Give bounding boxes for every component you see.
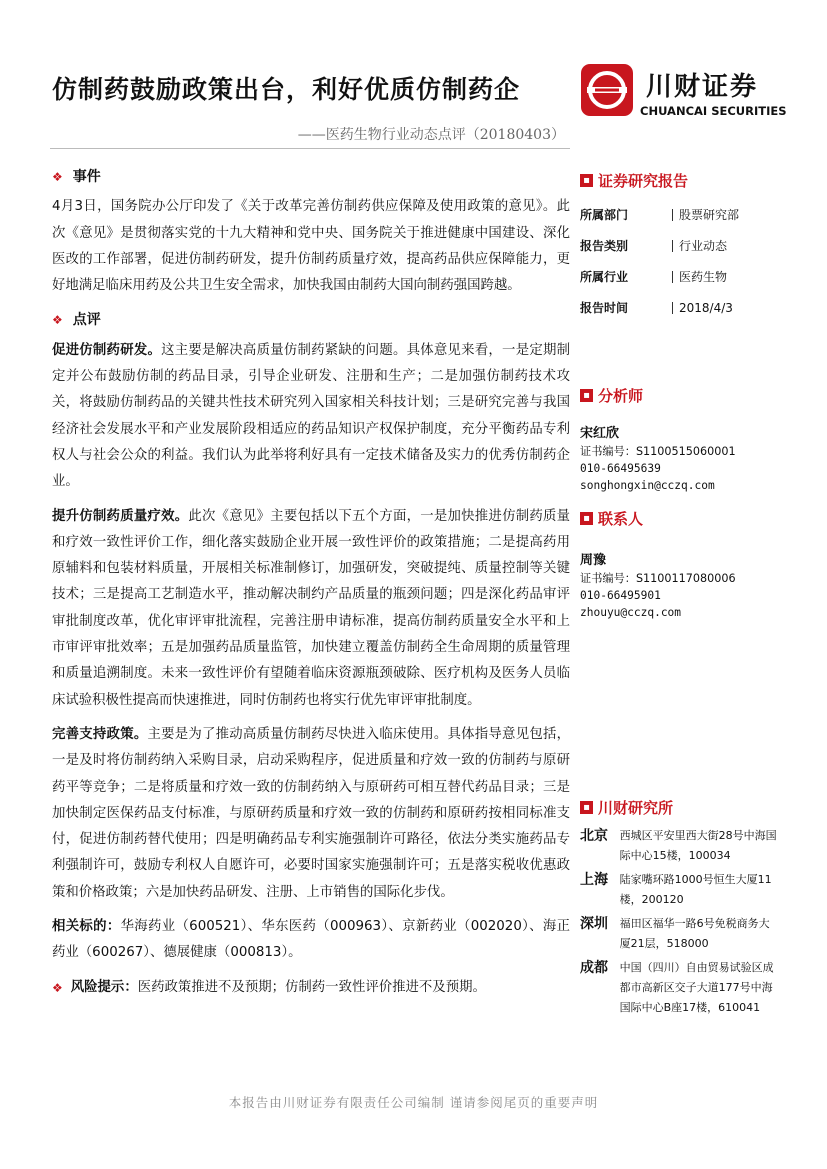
sidebar-institute-heading [580, 797, 780, 818]
info-key: 报告时间 [580, 301, 629, 315]
logo-text-cn: 川财证券 [646, 72, 759, 102]
office-city: 成都 [580, 960, 608, 976]
office-address: 西城区平安里西大街28号中海国际中心15楼，100034 [619, 829, 777, 862]
event-paragraph: 4月3日，国务院办公厅印发了《关于改革完善仿制药供应保障及使用政策的意见》。此次《意见》是贯彻落实党的十九大精神和党中央、国务院关于推进健康中国建设、深化医改的工作部署，促进仿制药研发，提升仿制药质量疗效，提高药品供应保障能力，更好地满足临床用药及公共卫生安全需求，加快我国由制药大国向制药强国跨越。 [52, 199, 570, 294]
info-row-date [580, 292, 780, 323]
office-city: 深圳 [580, 916, 608, 932]
page-footer: 本报告由川财证券有限责任公司编制 谨请参阅尾页的重要声明 [228, 1095, 599, 1110]
section-event [52, 164, 570, 190]
comment-paragraph-2 [52, 504, 570, 714]
info-value: 行业动态 [672, 240, 727, 252]
section-comment [52, 307, 570, 333]
info-value: 股票研究部 [672, 209, 739, 221]
info-key: 所属行业 [580, 270, 629, 284]
main-content [52, 164, 570, 1001]
contact-name: 周豫 [580, 553, 607, 568]
analyst-square-icon: ▪ [580, 389, 593, 402]
institute-square-icon: ▪ [580, 801, 593, 814]
sidebar-analyst-heading [580, 385, 780, 406]
office-city: 上海 [580, 872, 608, 888]
office-chengdu [580, 958, 780, 1018]
paragraph-lead: 相关标的： [52, 919, 121, 935]
sidebar-contact-heading [580, 508, 780, 529]
sidebar [580, 170, 780, 1022]
diamond-bullet-icon: ❖ [52, 170, 63, 184]
heading-text: 分析师 [598, 387, 644, 405]
comment-paragraph-3 [52, 722, 570, 906]
paragraph-body: 此次《意见》主要包括以下五个方面，一是加快推进仿制药质量和疗效一致性评价工作，细化落实鼓励企业开展一致性评价的政策措施；二是提高药用原辅料和包装材料质量，开展相关标准制修订，加强研发，突破提纯、质量控制等关键技术；三是提高工艺制造水平，推动解决制约产品质量的瓶颈问题；四是深化药品审评审批制度改革，优化审评审批流程，完善注册申请标准，提高仿制药质量安全水平和上市审评审批效率；五是加强药品质量监管，加快建立覆盖仿制药全生命周期的质量管理和质量追溯制度。未来一致性评价有望随着临床资源瓶颈破除、医疗机构及医务人员临床试验积极性提高而快速推进，同时仿制药也将实行优先审评审批制度。 [52, 508, 571, 708]
risk-warning [52, 975, 570, 1001]
risk-lead: 风险提示： [70, 979, 138, 995]
office-shanghai [580, 870, 780, 910]
heading-text: 川财研究所 [598, 799, 674, 817]
section-title: 点评 [72, 312, 101, 329]
info-key: 报告类别 [580, 239, 629, 253]
paragraph-lead: 提升仿制药质量疗效。 [52, 508, 189, 524]
office-shenzhen [580, 914, 780, 954]
report-title: 仿制药鼓励政策出台，利好优质仿制药企 [52, 75, 521, 104]
paragraph-body: 主要是为了推动高质量仿制药尽快进入临床使用。具体指导意见包括，一是及时将仿制药纳入采购目录，启动采购程序，促进质量和疗效一致的仿制药与原研药平等竞争；二是将质量和疗效一致的仿制药纳入与原研药可相互替代药品目录；三是加快制定医保药品支付标准，与原研药质量和疗效一致的仿制药和原研药按相同标准支付，促进仿制药替代使用；四是明确药品专利实施强制许可路径，依法分类实施药品专利强制许可，鼓励专利权人自愿许可，必要时国家实施强制许可；五是落实税收优惠政策和价格政策；六是加快药品研发、注册、上市销售的国际化步伐。 [52, 726, 570, 900]
office-city: 北京 [580, 828, 608, 844]
section-title: 事件 [72, 169, 101, 185]
analyst-cert: 证书编号：S1100515060001 [580, 445, 736, 458]
info-key: 所属部门 [580, 208, 629, 222]
sidebar-report-heading [580, 170, 780, 191]
analyst-phone: 010-66495639 [580, 462, 661, 475]
company-logo-icon [581, 64, 633, 116]
office-address: 福田区福华一路6号免税商务大厦21层，518000 [619, 917, 770, 950]
logo-text-en: CHUANCAI SECURITIES [640, 104, 787, 118]
info-row-industry [580, 261, 780, 292]
info-value: 2018/4/3 [672, 302, 733, 314]
analyst-email[interactable]: songhongxin@cczq.com [580, 479, 715, 492]
info-value: 医药生物 [672, 271, 727, 283]
header-divider [50, 148, 570, 149]
office-address: 中国（四川）自由贸易试验区成都市高新区交子大道177号中海国际中心B座17楼，610041 [619, 961, 774, 1014]
report-subtitle: ——医药生物行业动态点评（20180403） [297, 127, 565, 143]
heading-text: 联系人 [598, 510, 644, 528]
contact-email[interactable]: zhouyu@cczq.com [580, 606, 682, 619]
office-beijing [580, 826, 780, 866]
info-row-department [580, 199, 780, 230]
info-row-category [580, 230, 780, 261]
heading-text: 证券研究报告 [598, 172, 689, 190]
paragraph-body: 这主要是解决高质量仿制药紧缺的问题。具体意见来看，一是定期制定并公布鼓励仿制的药品目录，引导企业研发、注册和生产；二是加强仿制药技术攻关，将鼓励仿制药品的关键共性技术研究列入国家相关科技计划；三是研究完善与我国经济社会发展水平和产业发展阶段相适应的药品知识产权保护制度，充分平衡药品专利权人与社会公众的利益。我们认为此举将利好具有一定技术储备及实力的优秀仿制药企业。 [52, 342, 571, 490]
report-square-icon: ▪ [580, 174, 593, 187]
contact-cert: 证书编号：S1100117080006 [580, 572, 736, 585]
paragraph-lead: 促进仿制药研发。 [52, 342, 162, 358]
contact-phone: 010-66495901 [580, 589, 661, 602]
diamond-bullet-icon: ❖ [52, 980, 63, 995]
diamond-bullet-icon: ❖ [52, 313, 63, 328]
office-address: 陆家嘴环路1000号恒生大厦11楼，200120 [619, 873, 772, 906]
paragraph-lead: 完善支持政策。 [52, 726, 148, 742]
related-stocks-paragraph [52, 914, 570, 967]
paragraph-body: 华海药业（600521）、华东医药（000963）、京新药业（002020）、海正药业（600267）、德展健康（000813）。 [52, 919, 571, 961]
contact-square-icon: ▪ [580, 512, 593, 525]
analyst-name: 宋红欣 [580, 426, 620, 441]
risk-body: 医药政策推进不及预期；仿制药一致性评价推进不及预期。 [137, 979, 486, 995]
comment-paragraph-1 [52, 338, 570, 496]
